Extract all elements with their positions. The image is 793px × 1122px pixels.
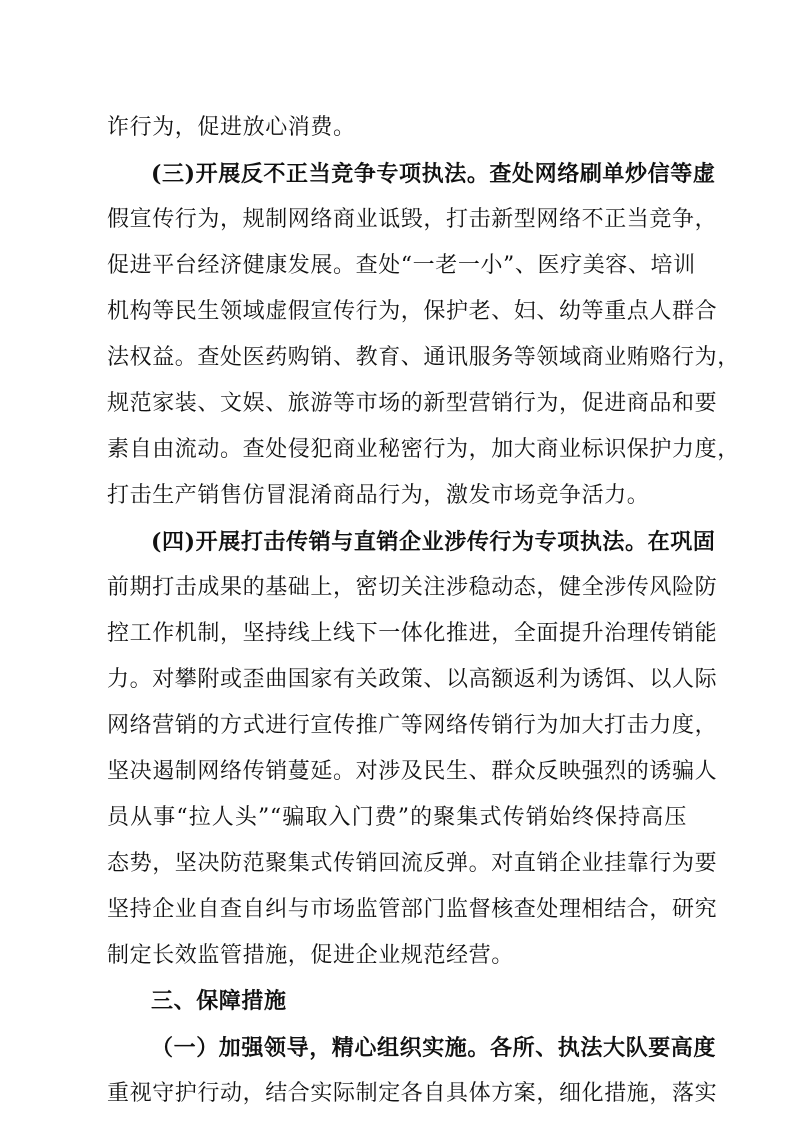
paragraph-line: 员从事“拉人头”“骗取入门费”的聚集式传销始终保持高压 — [107, 805, 687, 830]
paragraph-line: 打击生产销售仿冒混淆商品行为，激发市场竞争活力。 — [107, 483, 650, 508]
paragraph-line: 制定长效监管措施，促进企业规范经营。 — [107, 943, 514, 968]
paragraph-line: 网络营销的方式进行宣传推广等网络传销行为加大打击力度， — [107, 713, 718, 738]
subheading-4-line: (四)开展打击传销与直销企业涉传行为专项执法。在巩固 — [151, 529, 716, 555]
paragraph-line: 法权益。查处医药购销、教育、通讯服务等领域商业贿赂行为， — [107, 345, 740, 370]
section-heading: 三、保障措施 — [151, 989, 287, 1014]
paragraph-line: 力。对攀附或歪曲国家有关政策、以高额返利为诱饵、以人际 — [107, 667, 718, 692]
paragraph-line: 促进平台经济健康发展。查处“一老一小”、医疗美容、培训 — [107, 253, 696, 278]
paragraph-line: 重视守护行动，结合实际制定各自具体方案，细化措施，落实 — [107, 1081, 718, 1106]
paragraph-line: 诈行为，促进放心消费。 — [107, 115, 356, 140]
paragraph-line: 控工作机制，坚持线上线下一体化推进，全面提升治理传销能 — [107, 621, 718, 646]
subheading-3-line: (三)开展反不正当竞争专项执法。查处网络刷单炒信等虚 — [151, 161, 716, 187]
paragraph-line: 素自由流动。查处侵犯商业秘密行为，加大商业标识保护力度， — [107, 437, 740, 462]
paragraph-line: 态势，坚决防范聚集式传销回流反弹。对直销企业挂靠行为要 — [107, 851, 718, 876]
paragraph-line: 前期打击成果的基础上，密切关注涉稳动态，健全涉传风险防 — [107, 575, 718, 600]
paragraph-line: 坚持企业自查自纠与市场监管部门监督核查处理相结合，研究 — [107, 897, 718, 922]
paragraph-line: 规范家装、文娱、旅游等市场的新型营销行为，促进商品和要 — [107, 391, 718, 416]
paragraph-line: 机构等民生领域虚假宣传行为，保护老、妇、幼等重点人群合 — [107, 299, 718, 324]
paragraph-line: 假宣传行为，规制网络商业诋毁，打击新型网络不正当竞争， — [107, 207, 718, 232]
paragraph-line: 坚决遏制网络传销蔓延。对涉及民生、群众反映强烈的诱骗人 — [107, 759, 718, 784]
subheading-1-line: （一）加强领导，精心组织实施。各所、执法大队要高度 — [151, 1035, 717, 1061]
